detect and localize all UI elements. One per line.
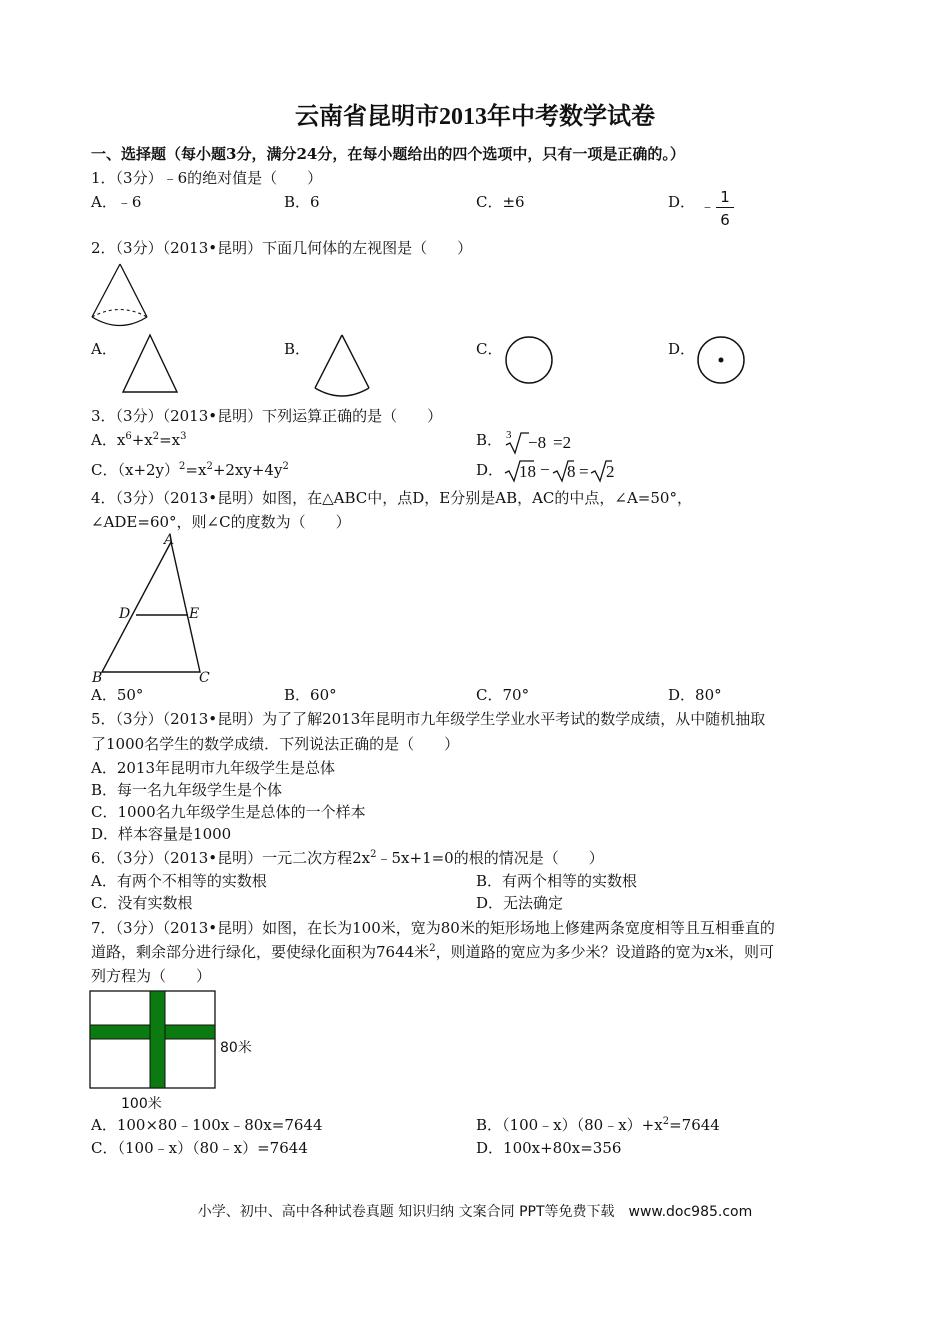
q3-c-exp: 2: [206, 461, 213, 472]
q3-a-exp: 3: [180, 431, 187, 442]
q3-b-root-index: 3: [506, 429, 512, 441]
q6-option-b[interactable]: B．有两个相等的实数根: [476, 872, 638, 890]
q6-stem-post: ﹣5x+1=0的根的情况是（ ）: [376, 849, 604, 867]
q3-d-equals: =: [579, 462, 589, 481]
question-1-stem: 1．（3分）﹣6的绝对值是（ ）: [91, 169, 323, 187]
fraction-bar: [716, 207, 734, 208]
q7-b-exp: 2: [662, 1116, 670, 1127]
q3-a-eq: =x: [159, 431, 181, 449]
question-7-stem-line1: 7．（3分）（2013•昆明）如图，在长为100米，宽为80米的矩形场地上修建两条宽度相等且互相垂直的: [91, 919, 775, 937]
q6-option-c[interactable]: C．没有实数根: [91, 894, 193, 912]
q7-stem-exp: 2: [429, 943, 436, 954]
q1-d-denominator: 6: [720, 211, 730, 229]
q3-c-expr: （x+2y）: [117, 461, 180, 479]
q3-c-exp: 2: [282, 461, 289, 472]
q1-d-minus: ﹣: [700, 197, 716, 215]
q7-option-d[interactable]: D．100x+80x=356: [476, 1139, 622, 1157]
q4-option-c[interactable]: C．70°: [476, 686, 530, 704]
q2-option-c[interactable]: C．: [476, 340, 503, 358]
q7-stem-pre: 道路，剩余部分进行绿化，要使绿化面积为7644米: [91, 943, 430, 961]
q3-d-radicand-3: 2: [606, 462, 615, 481]
question-7-stem-line3: 列方程为（ ）: [91, 967, 212, 985]
q1-option-c[interactable]: C．±6: [476, 193, 525, 211]
vertex-label-a: A: [164, 532, 175, 548]
q3-c-label: C．: [91, 461, 118, 479]
rectangular-field-figure: [89, 990, 217, 1090]
question-7-stem-line2: [91, 942, 774, 962]
q7-b-pre: B．（100﹣x）（80﹣x）+x: [476, 1116, 663, 1134]
cone-figure: [89, 262, 151, 328]
q7-option-b[interactable]: [476, 1115, 720, 1135]
circle-with-center-icon: [695, 334, 747, 386]
q7-option-c[interactable]: C．（100﹣x）（80﹣x）=7644: [91, 1139, 308, 1157]
q2-option-b[interactable]: B．: [284, 340, 311, 358]
q4-option-a[interactable]: A．50°: [91, 686, 144, 704]
triangle-view-icon: [120, 332, 180, 394]
question-2-stem: 2．（3分）（2013•昆明）下面几何体的左视图是（ ）: [91, 239, 473, 257]
q3-c-expr: =x: [185, 461, 207, 479]
q5-option-b[interactable]: B．每一名九年级学生是个体: [91, 781, 283, 799]
q6-option-a[interactable]: A．有两个不相等的实数根: [91, 872, 267, 890]
q4-option-d[interactable]: D．80°: [668, 686, 722, 704]
q4-option-b[interactable]: B．60°: [284, 686, 337, 704]
q6-stem-pre: 6．（3分）（2013•昆明）一元二次方程2x: [91, 849, 371, 867]
q5-option-c[interactable]: C．1000名九年级学生是总体的一个样本: [91, 803, 366, 821]
q6-stem-exp: 2: [370, 849, 377, 860]
q7-stem-post: ，则道路的宽应为多少米？设道路的宽为x米，则可: [435, 943, 775, 961]
vertex-label-c: C: [199, 670, 210, 686]
q3-d-radicand-2: 8: [567, 462, 576, 481]
q3-option-a[interactable]: [91, 430, 187, 450]
q3-b-result: =2: [553, 433, 572, 452]
q3-a-label: A．: [91, 431, 117, 449]
section-heading: 一、选择题（每小题3分，满分24分，在每小题给出的四个选项中，只有一项是正确的。）: [91, 145, 685, 163]
q3-a-exp: 2: [152, 431, 160, 442]
radical-sign: [505, 431, 529, 455]
circle-view-icon: [503, 334, 555, 386]
q5-option-d[interactable]: D．样本容量是1000: [91, 825, 232, 843]
q6-option-d[interactable]: D．无法确定: [476, 894, 564, 912]
q3-a-exp: 6: [125, 431, 132, 442]
q3-a-plus: +x: [131, 431, 153, 449]
q3-c-expr: +2xy+4y: [212, 461, 283, 479]
page-footer[interactable]: 小学、初中、高中各种试卷真题 知识归纳 文案合同 PPT等免费下载 www.doc985.com: [197, 1204, 753, 1220]
q1-option-b[interactable]: B．6: [284, 193, 320, 211]
sector-view-icon: [312, 332, 372, 398]
question-5-stem-line2: 了1000名学生的数学成绩．下列说法正确的是（ ）: [91, 735, 460, 753]
vertex-label-b: B: [92, 670, 103, 686]
field-width-label: 100米: [121, 1096, 162, 1112]
q2-option-a[interactable]: A．: [91, 340, 117, 358]
q3-d-minus: −: [540, 460, 550, 479]
vertex-label-d: D: [119, 606, 131, 622]
q3-option-b-label[interactable]: B．: [476, 431, 503, 449]
road-vertical: [150, 991, 165, 1088]
question-4-stem-line1: 4．（3分）（2013•昆明）如图，在△ABC中，点D，E分别是AB，AC的中点，∠A=50°，: [91, 489, 692, 507]
q3-option-c[interactable]: [91, 460, 289, 480]
q3-d-radicand-1: 18: [519, 462, 536, 481]
page-title: 云南省昆明市2013年中考数学试卷: [295, 104, 655, 130]
q3-b-radicand: −8: [528, 433, 547, 452]
q7-b-post: =7644: [669, 1116, 720, 1134]
q1-option-a[interactable]: A．﹣6: [91, 193, 142, 211]
q2-option-d[interactable]: D．: [668, 340, 696, 358]
q3-option-d-label[interactable]: D．: [476, 461, 504, 479]
question-6-stem: [91, 848, 604, 868]
q1-option-d[interactable]: D．: [668, 193, 696, 211]
q5-option-a[interactable]: A．2013年昆明市九年级学生是总体: [91, 759, 336, 777]
question-4-stem-line2: ∠ADE=60°，则∠C的度数为（ ）: [91, 513, 351, 531]
q7-option-a[interactable]: A．100×80﹣100x﹣80x=7644: [91, 1116, 323, 1134]
q1-d-numerator: 1: [720, 188, 730, 206]
field-height-label: 80米: [220, 1040, 252, 1056]
question-3-stem: 3．（3分）（2013•昆明）下列运算正确的是（ ）: [91, 407, 443, 425]
q3-a-x: x: [116, 431, 126, 449]
q3-c-exp: 2: [179, 461, 186, 472]
vertex-label-e: E: [189, 606, 200, 622]
question-5-stem-line1: 5．（3分）（2013•昆明）为了了解2013年昆明市九年级学生学业水平考试的数学成绩，从中随机抽取: [91, 710, 766, 728]
